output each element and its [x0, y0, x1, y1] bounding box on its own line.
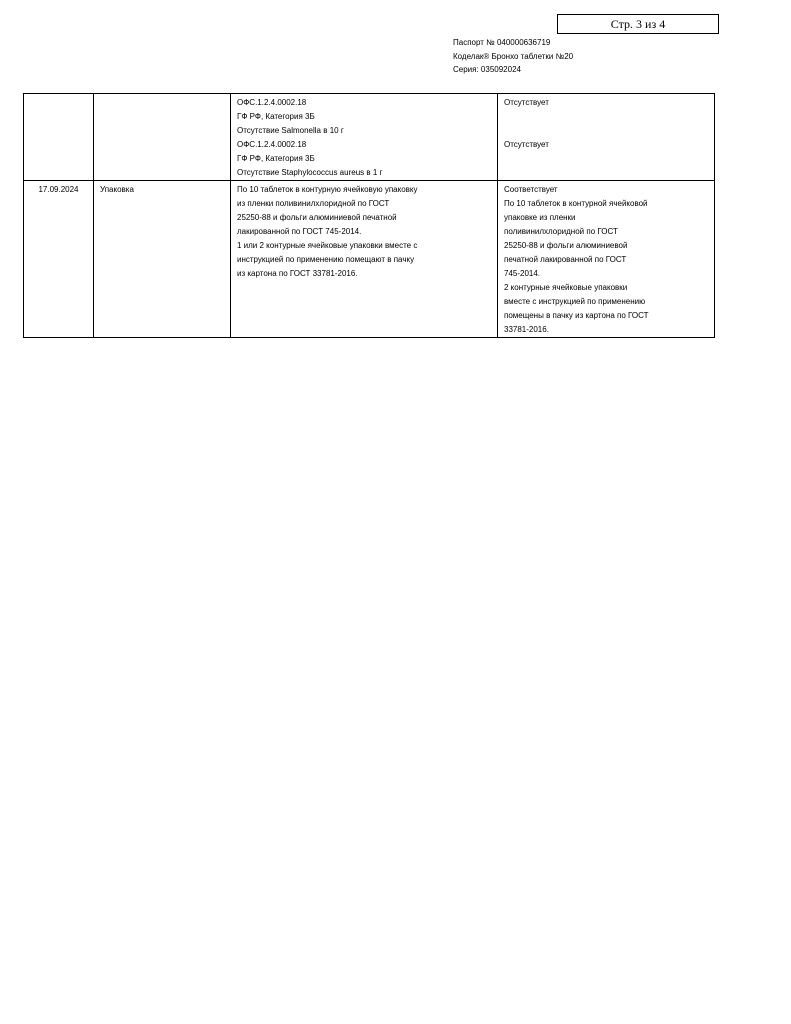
- requirement-line: ГФ РФ, Категория 3Б: [237, 112, 315, 121]
- result-line: упаковке из пленки: [504, 213, 576, 222]
- requirement-cell: [231, 181, 498, 338]
- requirement-line: ОФС.1.2.4.0002.18: [237, 98, 307, 107]
- result-line: 33781-2016.: [504, 325, 549, 334]
- result-line: 745-2014.: [504, 269, 541, 278]
- result-cell: [498, 94, 715, 181]
- passport-number: Паспорт № 040000636719: [453, 38, 551, 47]
- requirement-line: из картона по ГОСТ 33781-2016.: [237, 269, 358, 278]
- requirement-cell: [231, 94, 498, 181]
- product-name: Коделак® Бронхо таблетки №20: [453, 51, 574, 61]
- result-line: По 10 таблеток в контурной ячейковой: [504, 199, 648, 208]
- quality-table: [23, 93, 715, 338]
- result-line: вместе с инструкцией по применению: [504, 297, 646, 306]
- result-line: печатной лакированной по ГОСТ: [504, 255, 627, 264]
- requirement-line: из пленки поливинилхлоридной по ГОСТ: [237, 199, 390, 208]
- requirement-line: По 10 таблеток в контурную ячейковую упаковку: [237, 185, 418, 194]
- passport-header: [453, 36, 573, 77]
- requirement-line: Отсутствие Staphylococcus aureus в 1 г: [237, 168, 383, 177]
- requirement-line: ГФ РФ, Категория 3Б: [237, 154, 315, 163]
- series-number: Серия: 035092024: [453, 65, 521, 74]
- requirement-line: ОФС.1.2.4.0002.18: [237, 140, 307, 149]
- result-line: 2 контурные ячейковые упаковки: [504, 283, 628, 292]
- result-line: Отсутствует: [504, 140, 549, 149]
- date-cell: 17.09.2024: [24, 181, 94, 338]
- indicator-cell: [94, 94, 231, 181]
- requirement-line: инструкцией по применению помещают в пачку: [237, 255, 415, 264]
- result-cell: [498, 181, 715, 338]
- table-row: [24, 181, 715, 338]
- table-row: [24, 94, 715, 181]
- requirement-line: 1 или 2 контурные ячейковые упаковки вместе с: [237, 241, 418, 250]
- result-line: 25250-88 и фольги алюминиевой: [504, 241, 628, 250]
- date-cell: [24, 94, 94, 181]
- result-line: поливинилхлоридной по ГОСТ: [504, 227, 618, 236]
- result-line: помещены в пачку из картона по ГОСТ: [504, 311, 649, 320]
- page-number-box: Стр. 3 из 4: [557, 14, 719, 34]
- indicator-cell: Упаковка: [94, 181, 231, 338]
- result-line: Соответствует: [504, 185, 558, 194]
- result-line: Отсутствует: [504, 98, 549, 107]
- requirement-line: Отсутствие Salmonella в 10 г: [237, 126, 344, 135]
- requirement-line: лакированной по ГОСТ 745-2014.: [237, 227, 362, 236]
- requirement-line: 25250-88 и фольги алюминиевой печатной: [237, 213, 397, 222]
